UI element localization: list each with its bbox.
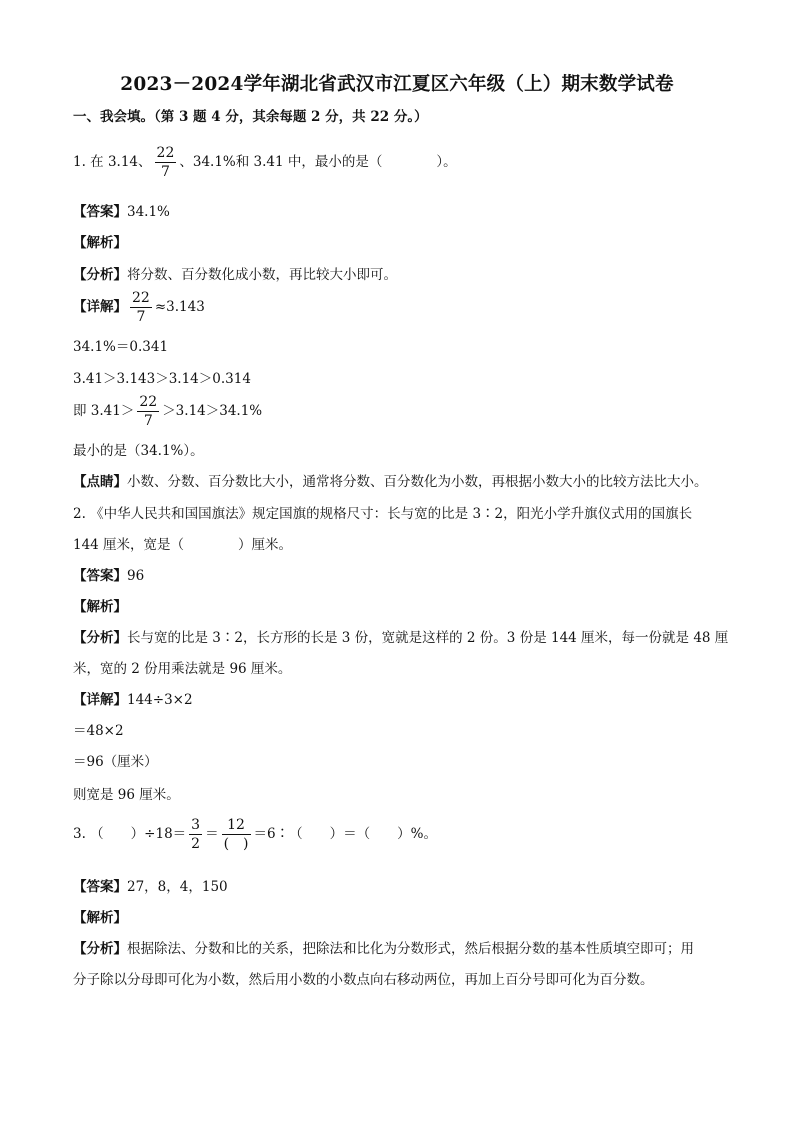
answer-value: 34.1% [127, 204, 170, 220]
analysis-header: 【解析】 [73, 910, 127, 926]
fraction-denominator: 7 [136, 309, 146, 325]
question-3-prefix: 3. （ ）÷18＝ [73, 826, 187, 842]
analysis-line [73, 940, 694, 958]
fraction-denominator: 2 [191, 836, 201, 852]
analysis-tag: 【分析】 [73, 630, 127, 646]
detail-line [73, 291, 205, 324]
detail-step [73, 395, 262, 428]
fraction-denominator: 7 [143, 413, 153, 429]
detail-step: 则宽是 96 厘米。 [73, 787, 180, 803]
question-2-line-1: 2. 《中华人民共和国国旗法》规定国旗的规格尺寸：长与宽的比是 3∶2，阳光小学升旗仪式用的国旗长 [73, 506, 693, 522]
fraction-denominator: ( ) [223, 836, 249, 852]
fraction-numerator: 12 [222, 818, 251, 835]
fraction-22-7 [137, 395, 159, 428]
section-heading: 一、我会填。（第 3 题 4 分，其余每题 2 分，共 22 分。） [73, 109, 428, 125]
analysis-line [73, 266, 397, 284]
fraction-numerator: 3 [191, 817, 201, 833]
detail-tag: 【详解】 [73, 299, 127, 315]
analysis-text: 将分数、百分数化成小数，再比较大小即可。 [127, 267, 397, 283]
detail-step: 最小的是（34.1%）。 [73, 443, 204, 459]
question-2-line-2: 144 厘米，宽是（ ）厘米。 [73, 537, 293, 553]
answer-line [73, 567, 144, 585]
detail-step-suffix: ＞3.14＞34.1% [162, 403, 263, 419]
analysis-continuation: 米，宽的 2 份用乘法就是 96 厘米。 [73, 661, 292, 677]
answer-tag: 【答案】 [73, 568, 127, 584]
analysis-text: 长与宽的比是 3∶2，长方形的长是 3 份，宽就是这样的 2 份。3 份是 144 厘米，每一份就是 48 厘 [127, 630, 729, 646]
answer-value: 96 [127, 568, 145, 584]
fraction-numerator: 22 [132, 290, 150, 306]
analysis-header: 【解析】 [73, 235, 127, 251]
point-tag: 【点睛】 [73, 474, 127, 490]
fraction-denominator: 7 [160, 164, 170, 180]
answer-value: 27，8，4，150 [127, 879, 228, 895]
answer-line [73, 203, 170, 221]
equals-sign: ＝ [205, 826, 219, 842]
detail-text: ≈3.143 [154, 299, 205, 315]
question-1-prefix: 1. 在 3.14、 [73, 154, 152, 170]
page-title: 2023－2024学年湖北省武汉市江夏区六年级（上）期末数学试卷 [120, 74, 674, 95]
answer-line [73, 878, 228, 896]
fraction-12-blank [222, 818, 251, 851]
analysis-line [73, 629, 728, 647]
fraction-numerator: 22 [156, 145, 175, 161]
analysis-tag: 【分析】 [73, 941, 127, 957]
question-3 [73, 818, 437, 851]
answer-tag: 【答案】 [73, 879, 127, 895]
point-line [73, 473, 708, 491]
question-1 [73, 146, 457, 179]
detail-tag: 【详解】 [73, 692, 127, 708]
fraction-3-2 [189, 818, 202, 851]
analysis-continuation: 分子除以分母即可化为小数，然后用小数的小数点向右移动两位，再加上百分号即可化为百分数。 [73, 972, 654, 988]
analysis-tag: 【分析】 [73, 267, 127, 283]
detail-step-prefix: 即 3.41＞ [73, 403, 135, 419]
question-3-suffix: ＝6∶（ ）＝（ ）%。 [253, 826, 437, 842]
detail-step: ＝96（厘米） [73, 754, 158, 770]
detail-text: 144÷3×2 [127, 692, 193, 708]
analysis-text: 根据除法、分数和比的关系，把除法和比化为分数形式，然后根据分数的基本性质填空即可；用 [127, 941, 694, 957]
answer-tag: 【答案】 [73, 204, 127, 220]
fraction-22-7 [155, 146, 177, 179]
detail-step: 3.41＞3.143＞3.14＞0.314 [73, 371, 251, 387]
detail-step: 34.1%＝0.341 [73, 339, 169, 355]
analysis-header: 【解析】 [73, 599, 127, 615]
detail-line [73, 691, 193, 709]
question-1-suffix: 、34.1%和 3.41 中，最小的是（ ）。 [179, 154, 457, 170]
fraction-numerator: 22 [139, 394, 158, 410]
detail-step: ＝48×2 [73, 723, 124, 739]
point-text: 小数、分数、百分数比大小，通常将分数、百分数化为小数，再根据小数大小的比较方法比大小。 [127, 474, 708, 490]
fraction-22-7 [130, 291, 152, 324]
